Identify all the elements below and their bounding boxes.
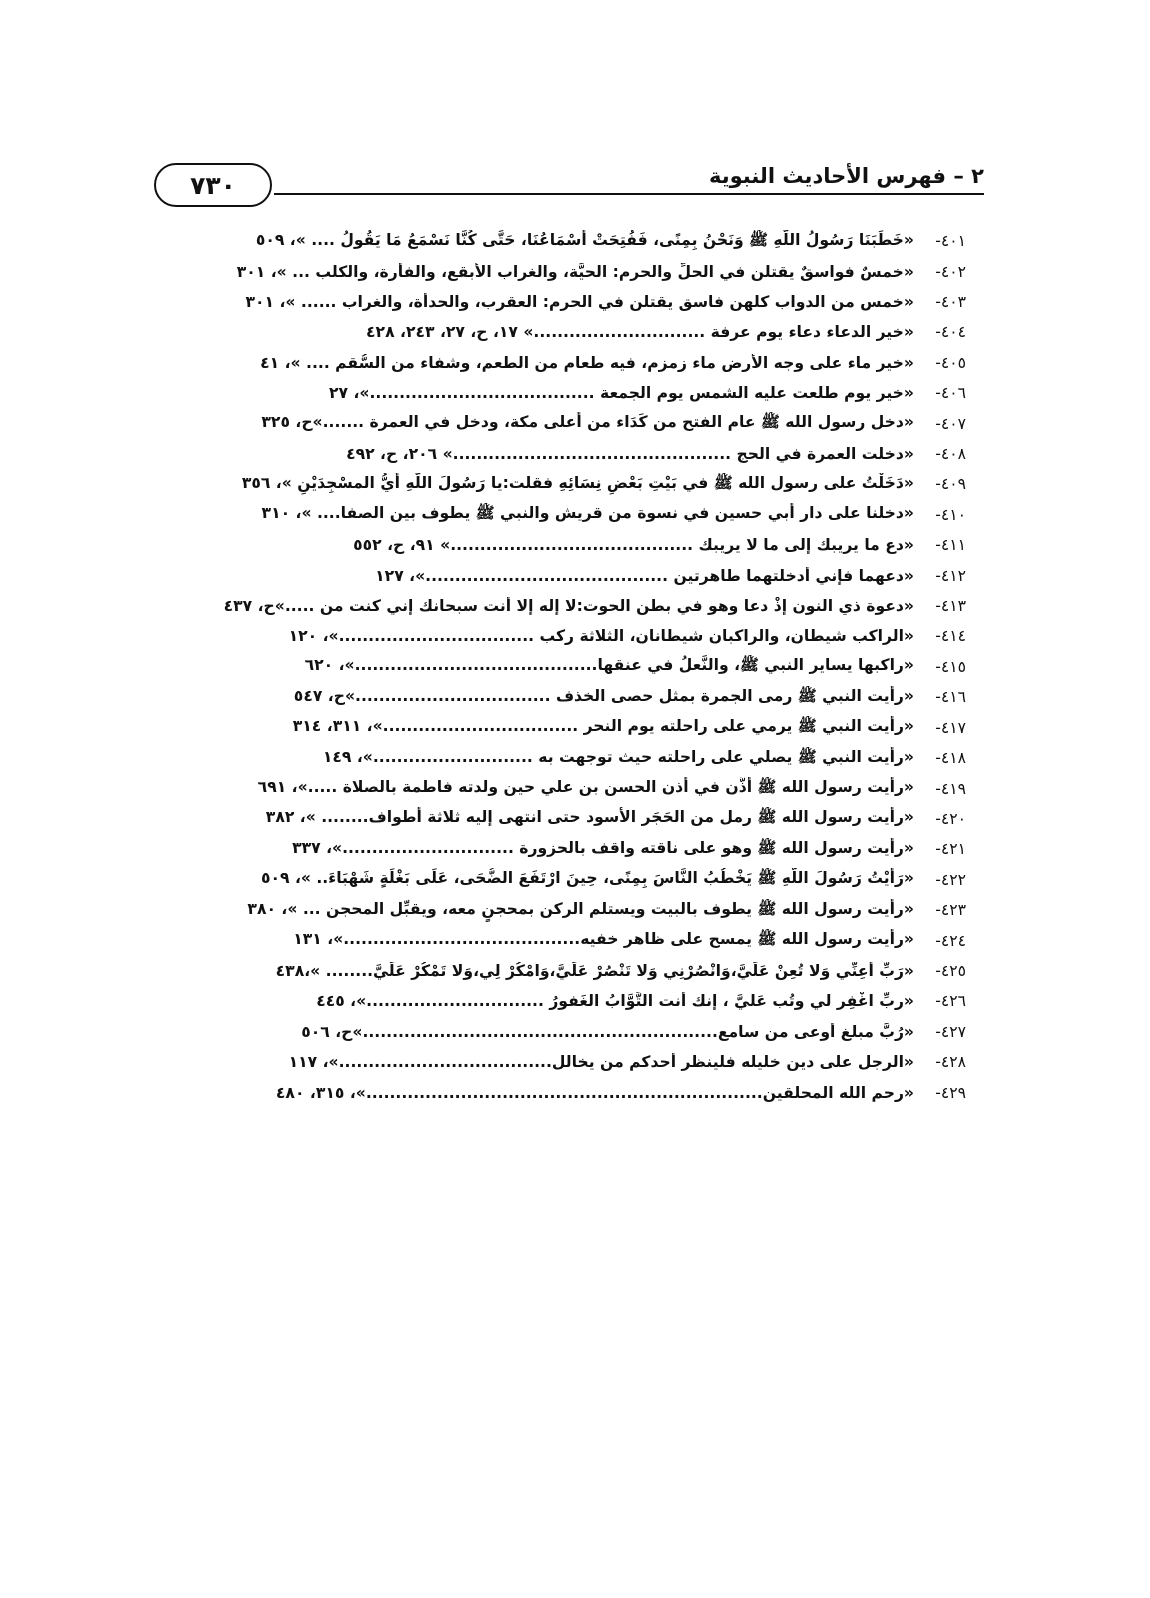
entry-text: «خمس من الدواب كلهن فاسق يقتلن في الحرم: العقرب، والحدأة، والغراب ...... »، ٣٠١ [245,293,914,312]
entry-text: «خمسٌ فواسقٌ يقتلن في الحلِّ والحرم: الحيَّة، والغراب الأبقع، والفأرة، والكلب ... »، ٣٠١ [236,262,914,281]
page-number: ٧٣٠ [190,170,236,200]
list-item [186,378,966,408]
list-item [186,865,966,895]
list-item [186,530,966,560]
entry-text: «رأيت رسول الله ﷺ رمل من الحَجَر الأسود حتى انتهى إليه ثلاثة أطواف........ »، ٣٨٢ [265,808,914,827]
header-rule [274,193,984,195]
entry-number: ٤٠٣- [935,293,966,312]
entry-text: «رحم الله المحلقين...................................................................»، ٣١٥، ٤٨٠ [275,1083,914,1102]
entry-text: «رأيت النبي ﷺ يصلي على راحلته حيث توجهت به ...........................»، ١٤٩ [322,747,914,766]
entry-text: «رأيت رسول الله ﷺ أذَّن في أُذن الحسن بن علي حين ولدته فاطمة بالصلاة .....»، ٦٩١ [257,778,914,797]
entry-text: «رأيت رسول الله ﷺ يمسح على ظاهر خفيه........................................»، ١٣١ [293,930,914,949]
entry-number: ٤١٤- [935,627,966,646]
list-item [186,804,966,834]
list-item [186,439,966,469]
entry-number: ٤١٧- [935,718,966,737]
list-item [186,226,966,256]
entry-number: ٤٠٦- [935,384,966,403]
entry-text: «دخلت العمرة في الحج ...............................................» ٢٠٦، ح، ٤٩٢ [346,445,914,464]
entry-number: ٤١٥- [935,657,966,676]
entry-text: «دعوة ذي النون إذْ دعا وهو في بطن الحوت:لا إله إلا أنت سبحانك إني كنت من .....»ح، ٤٣٧ [223,597,914,616]
entry-number: ٤١٢- [935,566,966,585]
list-item [186,925,966,955]
list-item [186,834,966,864]
hadith-index-list [186,226,966,1108]
entry-text: «الراكب شيطان، والراكبان شيطانان، الثلاثة ركب .................................»، ١٢٠ [288,627,914,646]
page-number-badge [154,163,272,207]
entry-text: «دخل رسول الله ﷺ عام الفتح من كَدَاء من أعلى مكة، ودخل في العمرة .......»ح، ٣٢٥ [261,413,914,432]
entry-text: «راكبها يساير النبي ﷺ، والنَّعلُ في عنقها.........................................»، ٦٢٠ [304,656,914,675]
entry-text: «خير يوم طلعت عليه الشمس يوم الجمعة ......................................»، ٢٧ [329,384,914,403]
list-item [186,287,966,317]
entry-text: «خير الدعاء دعاء يوم عرفة .............................» ١٧، ح، ٢٧، ٢٤٣، ٤٢٨ [366,323,914,342]
list-item [186,956,966,986]
list-item [186,348,966,378]
entry-number: ٤٠٢- [935,262,966,281]
entry-number: ٤٢٣- [935,901,966,920]
entry-number: ٤١٨- [935,749,966,768]
list-item [186,500,966,530]
entry-number: ٤٠٩- [935,475,966,494]
entry-number: ٤٢٠- [935,809,966,828]
entry-number: ٤٠٨- [935,445,966,464]
entry-number: ٤٢٨- [935,1053,966,1072]
entry-number: ٤٠٧- [935,414,966,433]
entry-number: ٤٠٤- [935,323,966,342]
list-item [186,469,966,499]
entry-number: ٤١٠- [935,505,966,524]
entry-text: «خير ماء على وجه الأرض ماء زمزم، فيه طعام من الطعم، وشفاء من السُّقم .... »، ٤١ [260,353,914,372]
entry-text: «الرجل على دين خليله فلينظر أحدكم من يخالل....................................»، ١١٧ [288,1053,914,1072]
list-item [186,317,966,347]
entry-number: ٤٢٩- [935,1083,966,1102]
entry-number: ٤٠١- [935,232,966,251]
entry-text: «رأيت النبي ﷺ يرمي على راحلته يوم النحر .................................»، ٣١١، ٣١٤ [292,717,914,736]
entry-text: «دَخَلْتُ على رسول الله ﷺ في بَيْتِ بَعْضِ نِسَائِهِ فقلت:يا رَسُولَ اللَّهِ أَيُّ المسْجِدَيْنِ »، ٣٥٦ [241,473,914,492]
list-item [186,682,966,712]
entry-text: «رأيت رسول الله ﷺ وهو على ناقته واقف بالحزورة .............................»، ٣٣٧ [292,838,914,857]
list-item [186,743,966,773]
entry-text: «رأيت النبي ﷺ رمى الجمرة بمثل حصى الخذف .................................»ح، ٥٤٧ [293,686,914,705]
entry-text: «رَبِّ أَعِنِّي وَلا تُعِنْ عَلَيَّ،وَانْصُرْنِي وَلا تَنْصُرْ عَلَيَّ،وَامْكُرْ لِي،وَلا تَمْكُرْ عَلَيَّ........ »،٤٣٨ [275,961,914,980]
entry-text: «ربِّ اغْفِر لي وتُب عَليَّ ، إنك أنت التَّوَّابُ الغَفورُ ..............................»، ٤٤٥ [316,992,914,1011]
entry-text: «رُبَّ مبلغ أوعى من سامع............................................................»ح، ٥٠٦ [301,1022,914,1041]
section-title: ٢ – فهرس الأحاديث النبوية [709,164,984,188]
list-item [186,986,966,1016]
list-item [186,560,966,590]
list-item [186,621,966,651]
list-item [186,408,966,438]
list-item [186,713,966,743]
entry-number: ٤١١- [935,536,966,555]
entry-text: «رَأَيْتُ رَسُولَ اللَّهِ ﷺ يَخْطُبُ النَّاسَ بِمِنًى، حِينَ ارْتَفَعَ الضُّحَى، عَلَى بَغْلَةٍ شَهْبَاءَ.. »، ٥٠٩ [260,869,914,888]
entry-number: ٤١٩- [935,779,966,798]
entry-number: ٤٢١- [935,840,966,859]
list-item [186,1017,966,1047]
entry-number: ٤١٣- [935,597,966,616]
entry-text: «رأيت رسول الله ﷺ يطوف بالبيت ويستلم الركن بمحجنٍ معه، ويقبِّل المحجن ... »، ٣٨٠ [247,899,914,918]
entry-text: «دع ما يريبك إلى ما لا يريبك .........................................» ٩١، ح، ٥٥٢ [353,536,914,555]
entry-number: ٤٢٤- [935,931,966,950]
list-item [186,773,966,803]
list-item [186,1077,966,1107]
entry-number: ٤٢٢- [935,870,966,889]
entry-text: «خَطَبَنَا رَسُولُ اللَّهِ ﷺ وَنَحْنُ بِمِنًى، فَفُتِحَتْ أَسْمَاعُنَا، حَتَّى كُنَّا نَسْمَعُ مَا يَقُولُ .... »، ٥٠٩ [255,230,914,249]
list-item [186,895,966,925]
entry-text: «دخلنا على دار أبي حسين في نسوة من قريش والنبي ﷺ يطوف بين الصفا.... »، ٣١٠ [261,504,914,523]
list-item [186,652,966,682]
entry-text: «دعهما فإني أدخلتهما طاهرتين .........................................»، ١٢٧ [375,566,914,585]
entry-number: ٤٢٦- [935,992,966,1011]
list-item [186,256,966,286]
entry-number: ٤٢٧- [935,1022,966,1041]
list-item [186,591,966,621]
page-header [154,150,984,200]
entry-number: ٤٠٥- [935,353,966,372]
entry-number: ٤٢٥- [935,961,966,980]
entry-number: ٤١٦- [935,688,966,707]
list-item [186,1047,966,1077]
